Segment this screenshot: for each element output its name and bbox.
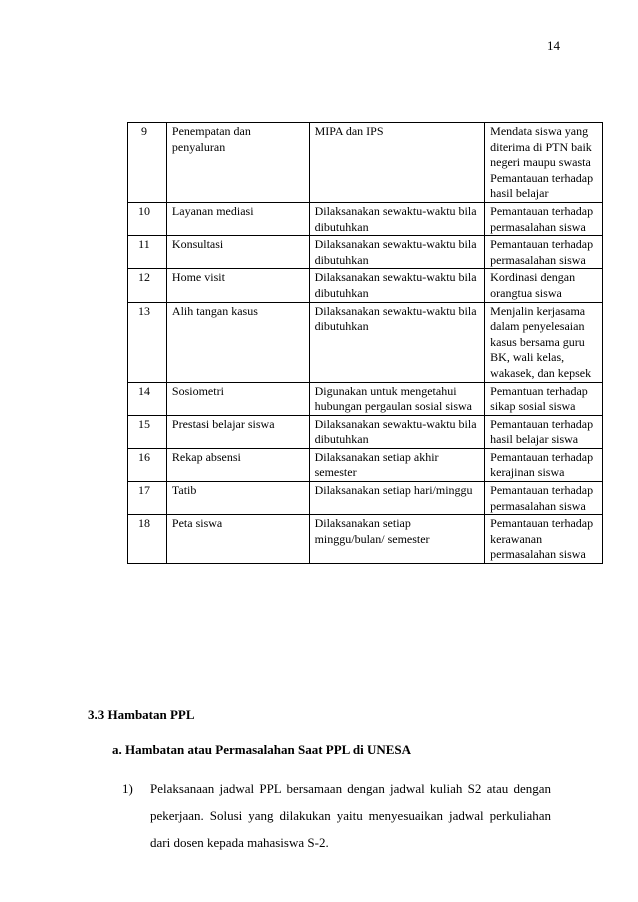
section-title: 3.3 Hambatan PPL bbox=[88, 707, 195, 722]
activity-name: Peta siswa bbox=[166, 515, 309, 564]
row-number: 12 bbox=[128, 269, 167, 302]
row-number: 11 bbox=[128, 236, 167, 269]
table-row bbox=[128, 382, 603, 415]
table-row bbox=[128, 236, 603, 269]
table-row bbox=[128, 123, 603, 203]
activity-description: Pemantauan terhadap permasalahan siswa bbox=[485, 202, 603, 235]
activity-execution: Digunakan untuk mengetahui hubungan pergaulan sosial siswa bbox=[309, 382, 485, 415]
row-number: 14 bbox=[128, 382, 167, 415]
item-number: 1) bbox=[122, 781, 133, 796]
row-number: 15 bbox=[128, 415, 167, 448]
activity-name: Penempatan dan penyaluran bbox=[166, 123, 309, 203]
subsection-title: a. Hambatan atau Permasalahan Saat PPL di UNESA bbox=[112, 742, 412, 757]
activity-execution: Dilaksanakan sewaktu-waktu bila dibutuhkan bbox=[309, 202, 485, 235]
activity-name: Rekap absensi bbox=[166, 448, 309, 481]
activity-name: Alih tangan kasus bbox=[166, 302, 309, 382]
activity-name: Prestasi belajar siswa bbox=[166, 415, 309, 448]
item-text-line: pekerjaan. Solusi yang dilakukan yaitu menyesuaikan jadwal perkuliahan bbox=[150, 808, 551, 823]
item-text-line: Pelaksanaan jadwal PPL bersamaan dengan jadwal kuliah S2 atau dengan bbox=[150, 781, 551, 796]
activity-execution: Dilaksanakan sewaktu-waktu bila dibutuhkan bbox=[309, 415, 485, 448]
table-row bbox=[128, 302, 603, 382]
table-row bbox=[128, 415, 603, 448]
activity-name: Tatib bbox=[166, 482, 309, 515]
activity-description: Kordinasi dengan orangtua siswa bbox=[485, 269, 603, 302]
activity-execution: Dilaksanakan setiap akhir semester bbox=[309, 448, 485, 481]
activity-execution: Dilaksanakan sewaktu-waktu bila dibutuhkan bbox=[309, 302, 485, 382]
activity-execution: MIPA dan IPS bbox=[309, 123, 485, 203]
activity-execution: Dilaksanakan sewaktu-waktu bila dibutuhkan bbox=[309, 236, 485, 269]
item-text-line: dari dosen kepada mahasiswa S-2. bbox=[150, 835, 329, 850]
activity-description: Pemantauan terhadap permasalahan siswa bbox=[485, 482, 603, 515]
activity-name: Sosiometri bbox=[166, 382, 309, 415]
item-text bbox=[150, 775, 551, 856]
activity-description: Mendata siswa yang diterima di PTN baik negeri maupu swasta Pemantauan terhadap hasil belajar bbox=[485, 123, 603, 203]
table-row bbox=[128, 482, 603, 515]
activity-execution: Dilaksanakan setiap minggu/bulan/ semester bbox=[309, 515, 485, 564]
table-row bbox=[128, 515, 603, 564]
activity-description: Pemantauan terhadap hasil belajar siswa bbox=[485, 415, 603, 448]
row-number: 17 bbox=[128, 482, 167, 515]
row-number: 18 bbox=[128, 515, 167, 564]
table-row bbox=[128, 269, 603, 302]
page-number: 14 bbox=[547, 38, 560, 53]
row-number: 9 bbox=[128, 123, 167, 203]
activity-description: Menjalin kerjasama dalam penyelesaian kasus bersama guru BK, wali kelas, wakasek, dan kepsek bbox=[485, 302, 603, 382]
activity-name: Layanan mediasi bbox=[166, 202, 309, 235]
row-number: 16 bbox=[128, 448, 167, 481]
activity-table bbox=[127, 122, 603, 564]
row-number: 13 bbox=[128, 302, 167, 382]
activity-table-body bbox=[128, 123, 603, 564]
activity-name: Home visit bbox=[166, 269, 309, 302]
activity-execution: Dilaksanakan setiap hari/minggu bbox=[309, 482, 485, 515]
activity-description: Pemantuan terhadap sikap sosial siswa bbox=[485, 382, 603, 415]
activity-execution: Dilaksanakan sewaktu-waktu bila dibutuhkan bbox=[309, 269, 485, 302]
activity-description: Pemantauan terhadap permasalahan siswa bbox=[485, 236, 603, 269]
activity-name: Konsultasi bbox=[166, 236, 309, 269]
table-row bbox=[128, 448, 603, 481]
activity-description: Pemantauan terhadap kerawanan permasalahan siswa bbox=[485, 515, 603, 564]
row-number: 10 bbox=[128, 202, 167, 235]
table-row bbox=[128, 202, 603, 235]
activity-description: Pemantauan terhadap kerajinan siswa bbox=[485, 448, 603, 481]
